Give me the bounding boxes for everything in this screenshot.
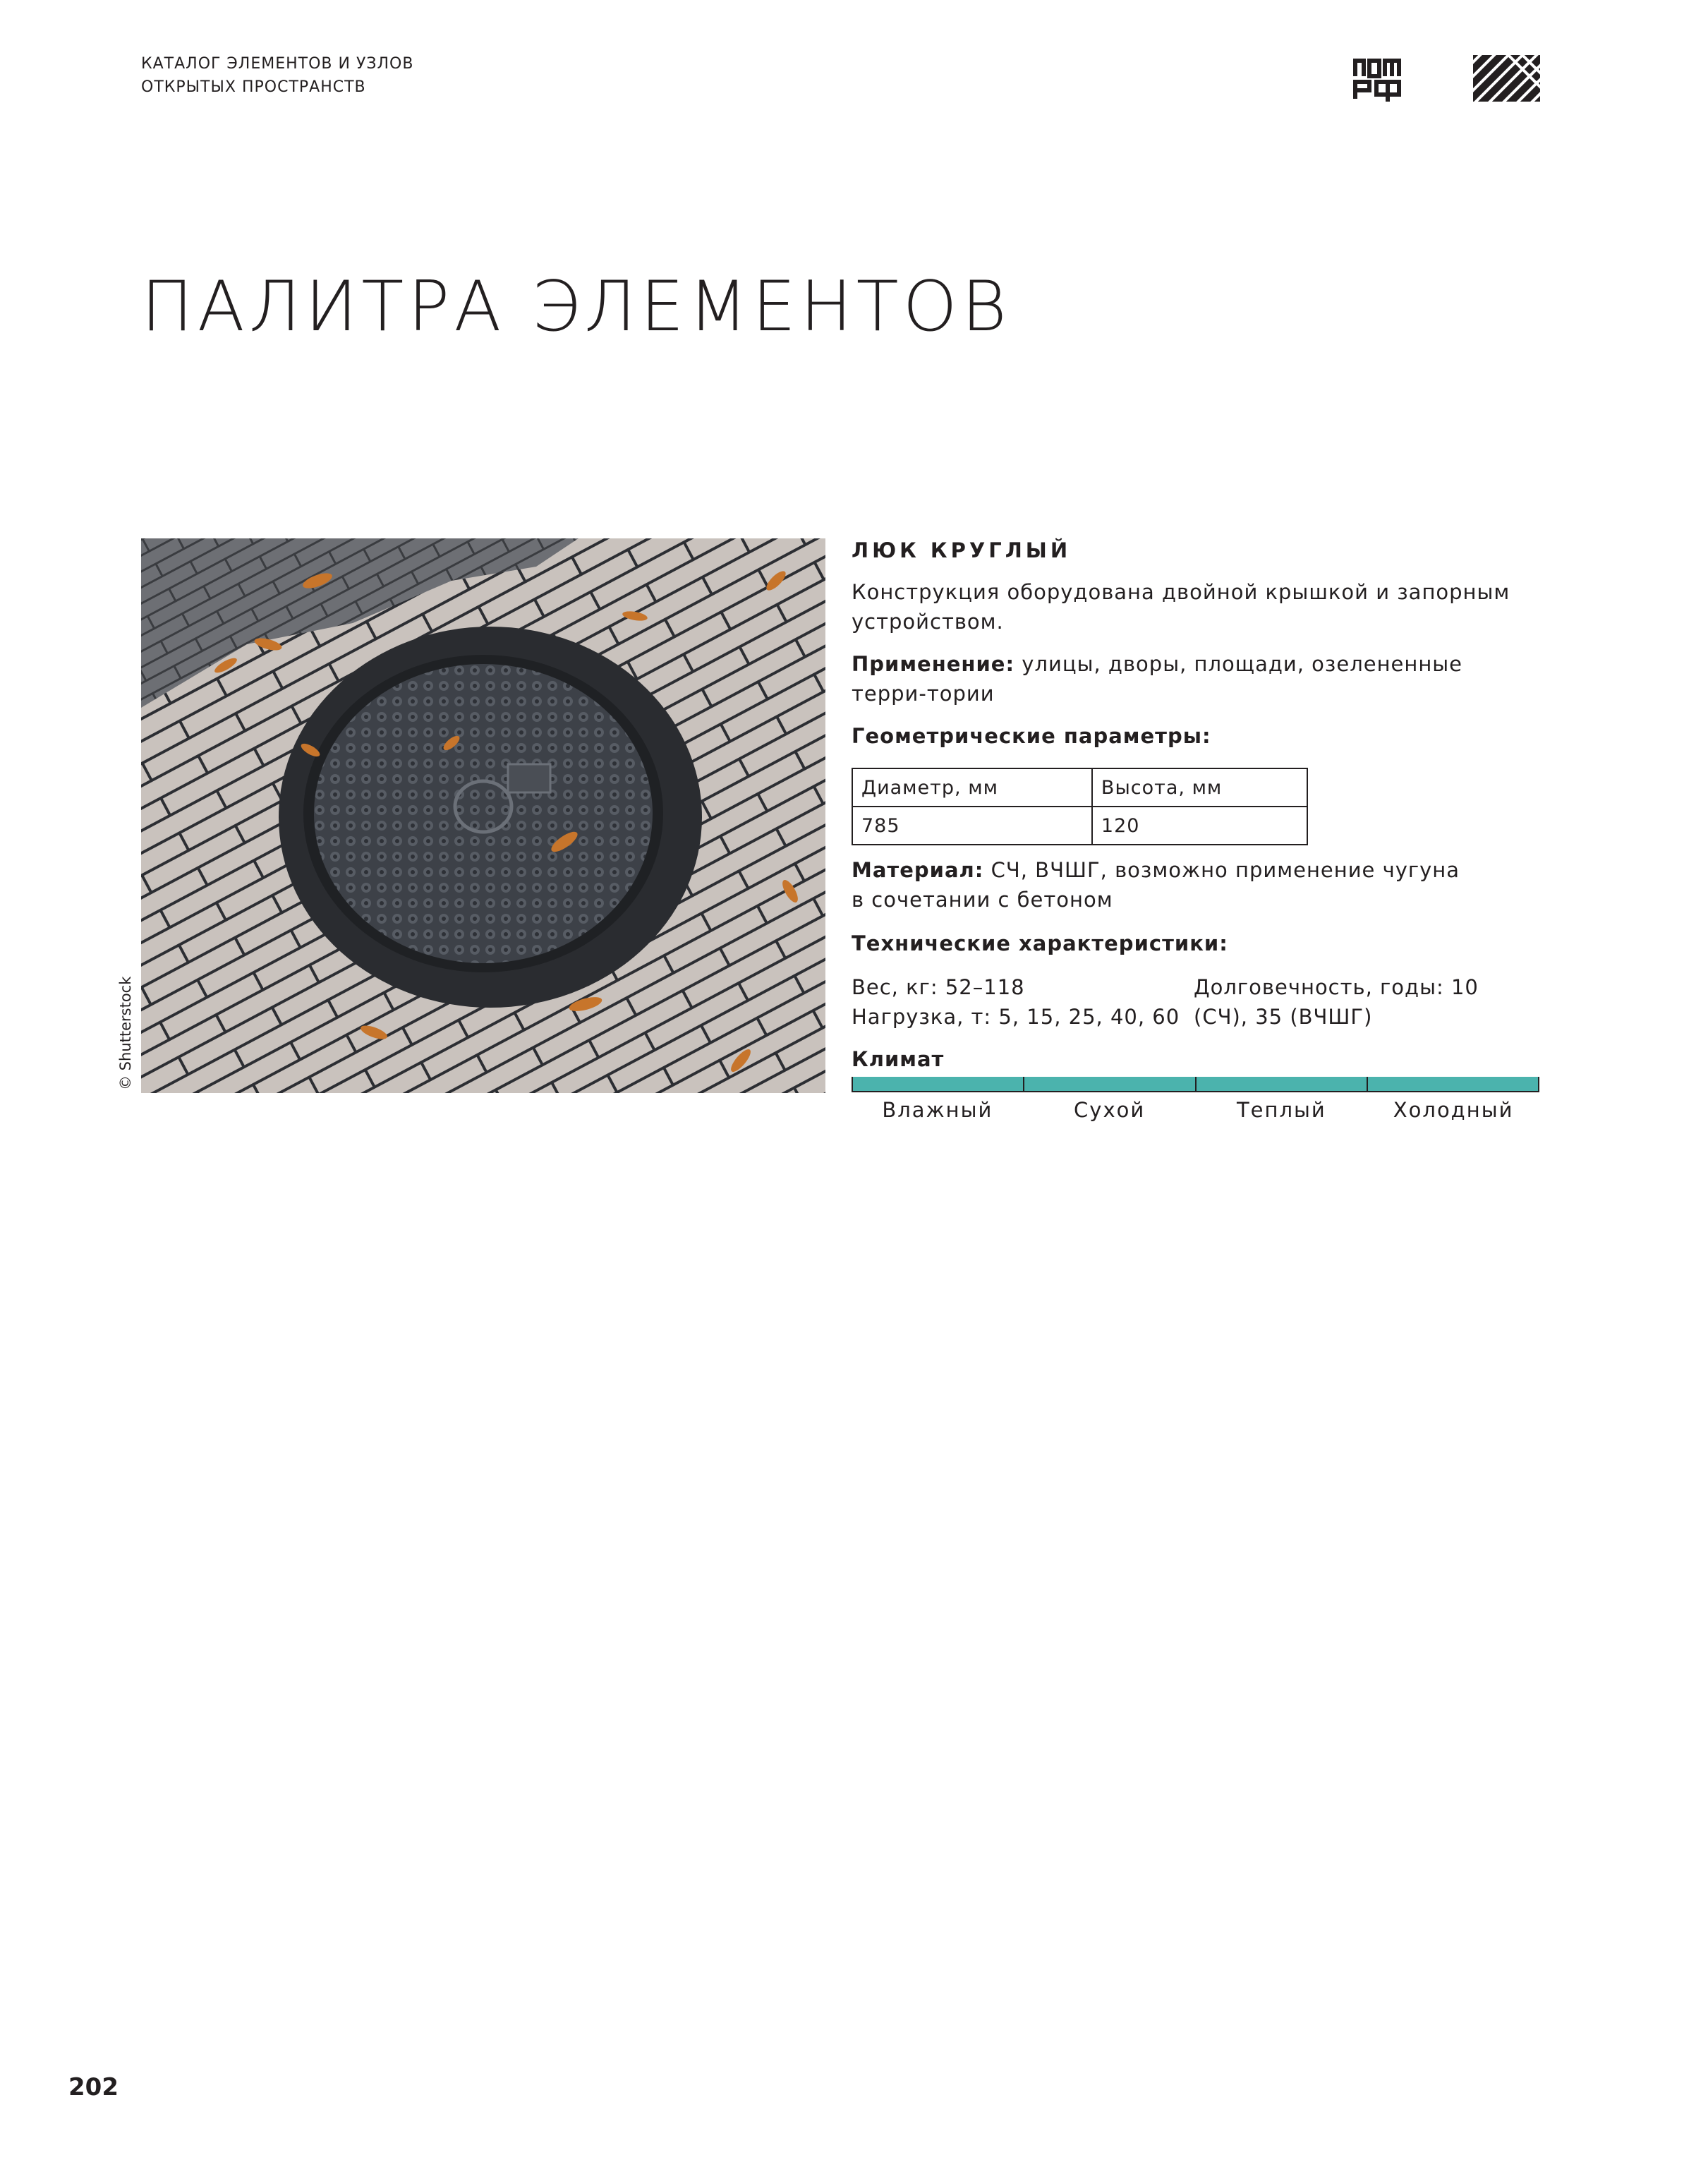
table-cell: 785 [852, 807, 1092, 845]
tech-weight: Вес, кг: 52–118 [852, 975, 1025, 999]
item-info [852, 536, 1539, 1122]
table-cell: 120 [1092, 807, 1307, 845]
item-description: Конструкция оборудована двойной крышкой и запорным устройством. [852, 580, 1510, 634]
application [852, 649, 1539, 708]
page-number: 202 [68, 2073, 119, 2101]
climate-segment-dry [1024, 1077, 1196, 1091]
geometry-table [852, 768, 1308, 845]
tech-label: Технические характеристики: [852, 931, 1228, 955]
tech-load: Нагрузка, т: 5, 15, 25, 40, 60 [852, 1005, 1180, 1029]
climate-segment-cold [1368, 1077, 1538, 1091]
climate-label-cold: Холодный [1393, 1098, 1514, 1122]
climate-label-dry: Сухой [1074, 1098, 1146, 1122]
application-text: улицы, дворы, площади, озелененные терри-тории [852, 652, 1463, 706]
application-label: Применение: [852, 652, 1015, 676]
climate-label: Климат [852, 1047, 945, 1071]
header-line-1: КАТАЛОГ ЭЛЕМЕНТОВ И УЗЛОВ [141, 55, 414, 73]
item-title: ЛЮК КРУГЛЫЙ [852, 538, 1072, 562]
tech-durability: Долговечность, годы: 10 (СЧ), 35 (ВЧШГ) [1194, 975, 1479, 1029]
climate-label-warm: Теплый [1236, 1098, 1326, 1122]
climate-segment-warm [1197, 1077, 1368, 1091]
table-row [852, 768, 1307, 807]
tech-specs [852, 972, 1539, 1032]
climate-segment-humid [853, 1077, 1024, 1091]
table-row [852, 807, 1307, 845]
geometry-label: Геометрические параметры: [852, 724, 1211, 748]
pattern-logo [1473, 55, 1540, 102]
material-text: СЧ, ВЧШГ, возможно применение чугуна в сочетании с бетоном [852, 858, 1460, 912]
material-label: Материал: [852, 858, 984, 882]
climate-bar [852, 1077, 1539, 1092]
material [852, 855, 1472, 915]
climate-label-humid: Влажный [882, 1098, 993, 1122]
manhole-photo [141, 538, 825, 1093]
table-cell: Высота, мм [1092, 768, 1307, 807]
page-title: ПАЛИТРА ЭЛЕМЕНТОВ [141, 267, 1011, 347]
photo-credit: © Shutterstock [117, 976, 134, 1090]
climate-labels [852, 1098, 1539, 1122]
table-cell: Диаметр, мм [852, 768, 1092, 807]
catalog-header [141, 52, 413, 99]
dom-rf-logo [1352, 55, 1402, 103]
header-line-2: ОТКРЫТЫХ ПРОСТРАНСТВ [141, 78, 366, 96]
tech-col-left [852, 972, 1194, 1032]
